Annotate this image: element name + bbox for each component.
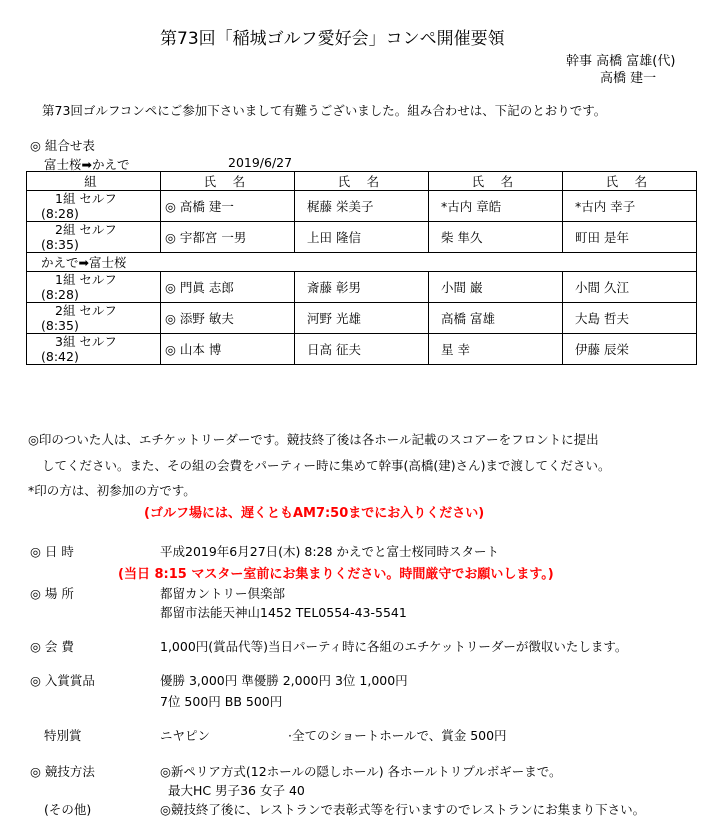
table-row — [27, 303, 697, 334]
group-label: 3組 セルフ — [55, 334, 117, 349]
page-title: 第73回「稲城ゴルフ愛好会」コンペ開催要領 — [160, 29, 505, 49]
table-row — [27, 222, 697, 253]
fee-label: ◎ 会 費 — [30, 639, 74, 654]
player-cell: 大島 哲夫 — [563, 303, 697, 334]
note-first-time: *印の方は、初参加の方です。 — [28, 483, 196, 498]
player-cell: 星 幸 — [429, 334, 563, 365]
method-label: ◎ 競技方法 — [30, 764, 95, 779]
player-cell: ◎ 門眞 志郎 — [161, 272, 295, 303]
table-header-row — [27, 172, 697, 191]
arrival-warning: (ゴルフ場には、遅くともAM7:50までにお入りください) — [144, 506, 485, 521]
special-prize-value: ·全てのショートホールで、賞金 500円 — [288, 728, 507, 743]
place-address: 都留市法能天神山1452 TEL0554-43-5541 — [160, 605, 407, 620]
player-cell: 日高 征夫 — [295, 334, 429, 365]
player-cell: 町田 是年 — [563, 222, 697, 253]
player-cell: 梶藤 栄美子 — [295, 191, 429, 222]
player-cell: ◎ 添野 敏夫 — [161, 303, 295, 334]
method-line-2: 最大HC 男子36 女子 40 — [168, 783, 305, 798]
player-cell: 斎藤 彰男 — [295, 272, 429, 303]
player-cell: 小間 巌 — [429, 272, 563, 303]
header-name: 氏 名 — [161, 172, 295, 191]
route2-label: かえで➡富士桜 — [27, 253, 697, 272]
player-cell: 伊藤 辰栄 — [563, 334, 697, 365]
other-label: (その他) — [44, 802, 92, 817]
note-leader: ◎印のついた人は、エチケットリーダーです。競技終了後は各ホール記載のスコアーをフロントに提出 — [28, 432, 599, 447]
group-time: (8:35) — [41, 237, 79, 252]
special-prize-name: ニヤピン — [160, 728, 211, 743]
place-name: 都留カントリー倶楽部 — [160, 586, 286, 601]
prize-line-1: 優勝 3,000円 準優勝 2,000円 3位 1,000円 — [160, 673, 408, 688]
header-name: 氏 名 — [295, 172, 429, 191]
fee-value: 1,000円(賞品代等)当日パーティ時に各組のエチケットリーダーが徴収いたします。 — [160, 639, 628, 654]
player-cell: ◎ 宇都宮 一男 — [161, 222, 295, 253]
player-cell: ◎ 高橋 建一 — [161, 191, 295, 222]
event-date: 2019/6/27 — [228, 155, 293, 170]
pairings-table — [26, 171, 697, 365]
place-label: ◎ 場 所 — [30, 586, 74, 601]
note-fee: してください。また、その組の会費をパーティー時に集めて幹事(高橋(建)さん)まで渡してください。 — [42, 458, 611, 473]
player-cell: *古内 章皓 — [429, 191, 563, 222]
player-cell: ◎ 山本 博 — [161, 334, 295, 365]
special-prize-label: 特別賞 — [44, 728, 82, 743]
group-cell — [27, 191, 161, 222]
group-label: 2組 セルフ — [55, 222, 117, 237]
method-line-1: ◎新ペリア方式(12ホールの隠しホール) 各ホールトリプルボギーまで。 — [160, 764, 562, 779]
player-cell: 小間 久江 — [563, 272, 697, 303]
group-label: 1組 セルフ — [55, 272, 117, 287]
player-cell: *古内 幸子 — [563, 191, 697, 222]
header-group: 組 — [27, 172, 161, 191]
route1-label: 富士桜➡かえで — [44, 157, 130, 172]
datetime-label: ◎ 日 時 — [30, 544, 74, 559]
player-cell: 柴 隼久 — [429, 222, 563, 253]
prize-line-2: 7位 500円 BB 500円 — [160, 694, 283, 709]
group-label: 1組 セルフ — [55, 191, 117, 206]
group-time: (8:28) — [41, 206, 79, 221]
meeting-warning: (当日 8:15 マスター室前にお集まりください。時間厳守でお願いします。) — [118, 567, 554, 582]
player-cell: 上田 隆信 — [295, 222, 429, 253]
group-label: 2組 セルフ — [55, 303, 117, 318]
prize-label: ◎ 入賞賞品 — [30, 673, 95, 688]
group-time: (8:35) — [41, 318, 79, 333]
player-cell: 河野 光雄 — [295, 303, 429, 334]
header-name: 氏 名 — [429, 172, 563, 191]
intro-text: 第73回ゴルフコンペにご参加下さいまして有難うございました。組み合わせは、下記のとおりです。 — [42, 103, 607, 118]
group-time: (8:42) — [41, 349, 79, 364]
group-cell — [27, 272, 161, 303]
player-cell: 高橋 富雄 — [429, 303, 563, 334]
header-name: 氏 名 — [563, 172, 697, 191]
groups-heading: ◎ 組合せ表 — [30, 138, 95, 153]
table-row — [27, 334, 697, 365]
organizer-line-1: 幹事 高橋 富雄(代) — [566, 54, 676, 69]
group-cell — [27, 334, 161, 365]
datetime-value: 平成2019年6月27日(木) 8:28 かえでと富士桜同時スタート — [160, 544, 499, 559]
group-time: (8:28) — [41, 287, 79, 302]
route2-row — [27, 253, 697, 272]
other-value: ◎競技終了後に、レストランで表彰式等を行いますのでレストランにお集まり下さい。 — [160, 802, 646, 817]
organizer-line-2: 高橋 建一 — [600, 71, 657, 86]
table-row — [27, 272, 697, 303]
group-cell — [27, 303, 161, 334]
table-row — [27, 191, 697, 222]
group-cell — [27, 222, 161, 253]
